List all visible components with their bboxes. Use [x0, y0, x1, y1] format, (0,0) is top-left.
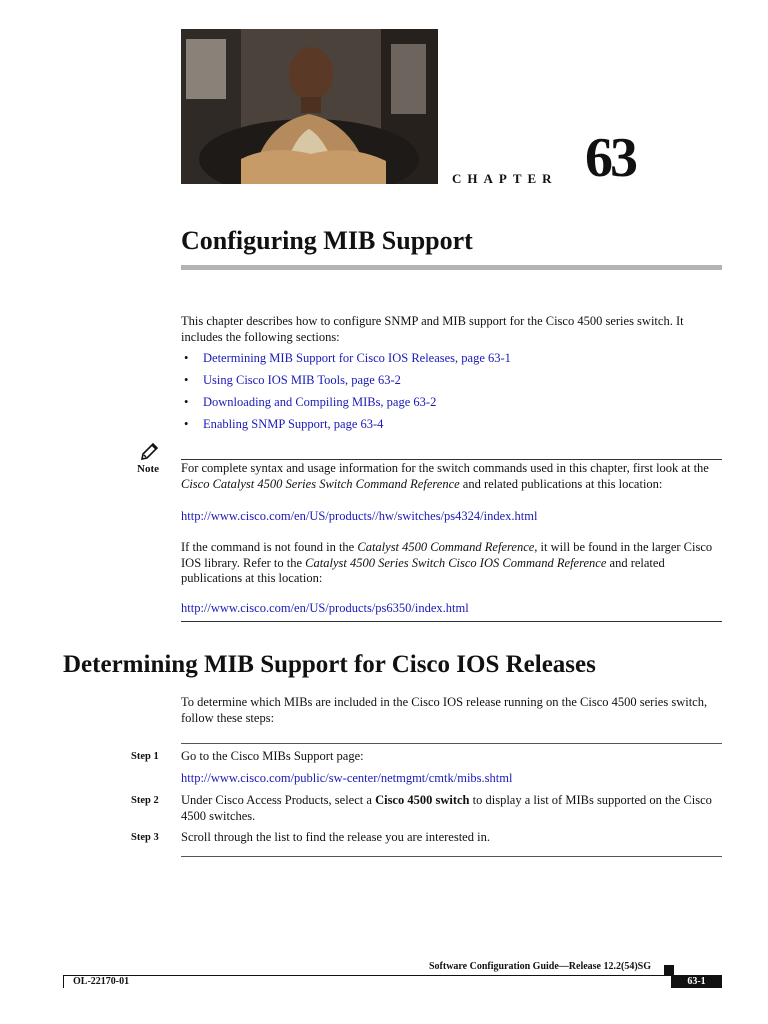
url-link-1[interactable]: http://www.cisco.com/en/US/products//hw/switches/ps4324/index.html — [181, 509, 538, 523]
toc-link[interactable]: Downloading and Compiling MIBs, page 63-2 — [203, 395, 437, 409]
note-reference-title: Catalyst 4500 Command Reference — [357, 540, 535, 554]
section-list — [184, 350, 511, 438]
footer-left-tick — [63, 975, 64, 988]
note-text: For complete syntax and usage information for the switch commands used in this chapter, first look at the — [181, 461, 709, 475]
step-url-line — [181, 771, 726, 787]
step-label: Step 2 — [131, 795, 159, 806]
note-url-1-line — [181, 509, 726, 525]
note-text: and related publications at this location: — [459, 476, 663, 491]
step-text-part: Under Cisco Access Products, select a — [181, 793, 376, 807]
page-title: Configuring MIB Support — [181, 226, 473, 255]
bullet-icon: • — [184, 351, 189, 365]
section-intro: To determine which MIBs are included in the Cisco IOS release running on the Cisco 4500 series switch, follow these steps: — [181, 695, 708, 725]
section-heading: Determining MIB Support for Cisco IOS Releases — [63, 651, 596, 678]
step-text — [181, 793, 726, 824]
note-rule-top — [181, 459, 722, 460]
step-label: Step 3 — [131, 832, 159, 843]
steps-rule-top — [181, 743, 722, 744]
note-paragraph-1 — [181, 461, 726, 492]
note-rule-bottom — [181, 621, 722, 622]
bullet-icon: • — [184, 373, 189, 387]
note-reference-title: Catalyst 4500 Series Switch Cisco IOS Command Reference — [305, 555, 607, 570]
chapter-photo — [181, 29, 438, 184]
chapter-number: 63 — [585, 127, 635, 189]
note-reference-title: Cisco Catalyst 4500 Series Switch Command Reference — [181, 476, 460, 491]
note-text: and related publications at this location: — [181, 555, 665, 585]
list-item — [184, 350, 511, 372]
pencil-icon — [140, 440, 160, 465]
step-label: Step 1 — [131, 751, 159, 762]
steps-rule-bottom — [181, 856, 722, 857]
step-text-part: to display a list of MIBs supported on the Cisco 4500 switches. — [181, 793, 712, 823]
chapter-intro: This chapter describes how to configure SNMP and MIB support for the Cisco 4500 series switch. It includes the following sections: — [181, 314, 684, 344]
mibs-support-link[interactable]: http://www.cisco.com/public/sw-center/netmgmt/cmtk/mibs.shtml — [181, 771, 513, 785]
toc-link[interactable]: Enabling SNMP Support, page 63-4 — [203, 417, 384, 431]
list-item — [184, 372, 511, 394]
footer-guide-title: Software Configuration Guide—Release 12.2(54)SG — [428, 961, 651, 972]
step-bold-term: Cisco 4500 switch — [375, 793, 470, 807]
footer-page-number: 63-1 — [671, 975, 722, 988]
chapter-label: CHAPTER — [452, 171, 558, 186]
step-text: Go to the Cisco MIBs Support page: — [181, 749, 364, 763]
note-paragraph-2 — [181, 540, 726, 587]
step-text: Scroll through the list to find the release you are interested in. — [181, 830, 490, 844]
list-item — [184, 394, 511, 416]
url-link-2[interactable]: http://www.cisco.com/en/US/products/ps6350/index.html — [181, 601, 469, 615]
toc-link[interactable]: Determining MIB Support for Cisco IOS Releases, page 63-1 — [203, 351, 511, 365]
note-label: Note — [137, 463, 159, 475]
title-rule — [181, 265, 722, 270]
toc-link[interactable]: Using Cisco IOS MIB Tools, page 63-2 — [203, 373, 401, 387]
bullet-icon: • — [184, 417, 189, 431]
footer-marker — [664, 965, 674, 975]
footer-rule — [63, 975, 722, 976]
note-url-2-line — [181, 601, 726, 617]
note-text: If the command is not found in the — [181, 540, 358, 554]
note-text: , it will be found in the larger Cisco IOS library. Refer to the — [181, 540, 713, 570]
list-item — [184, 416, 511, 438]
footer-doc-id: OL-22170-01 — [73, 976, 130, 987]
bullet-icon: • — [184, 395, 189, 409]
